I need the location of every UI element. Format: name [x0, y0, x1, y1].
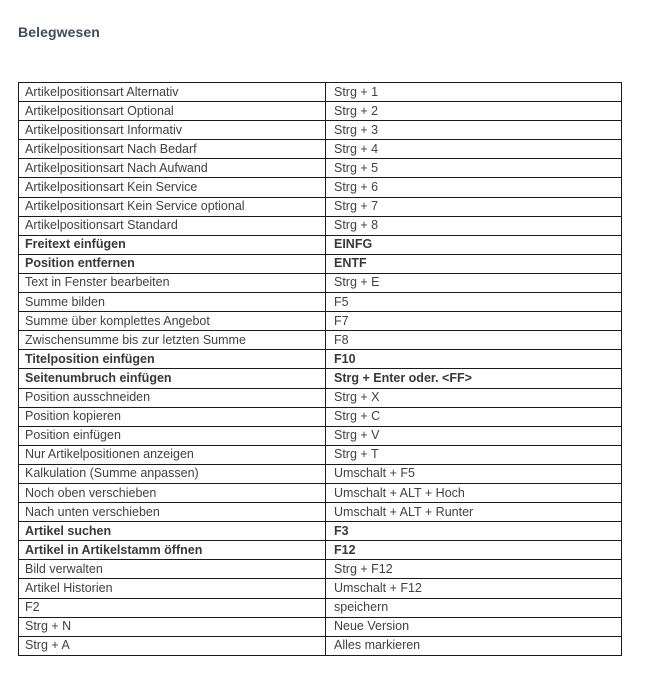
shortcut-table: [18, 82, 622, 656]
action-cell: Bild verwalten: [19, 560, 326, 579]
table-row: [19, 503, 622, 522]
action-cell: Artikelpositionsart Nach Aufwand: [19, 159, 326, 178]
shortcut-cell: Strg + 5: [326, 159, 622, 178]
shortcut-cell: F10: [326, 350, 622, 369]
shortcut-cell: Strg + X: [326, 388, 622, 407]
table-row: [19, 522, 622, 541]
action-cell: Titelposition einfügen: [19, 350, 326, 369]
table-row: [19, 235, 622, 254]
table-row: [19, 426, 622, 445]
table-row: [19, 178, 622, 197]
table-row: [19, 350, 622, 369]
action-cell: Position kopieren: [19, 407, 326, 426]
table-row: [19, 102, 622, 121]
shortcut-cell: F3: [326, 522, 622, 541]
action-cell: F2: [19, 598, 326, 617]
shortcut-cell: F7: [326, 312, 622, 331]
table-row: [19, 159, 622, 178]
shortcut-cell: Strg + F12: [326, 560, 622, 579]
action-cell: Strg + N: [19, 617, 326, 636]
shortcut-cell: Strg + 2: [326, 102, 622, 121]
shortcut-cell: Umschalt + F12: [326, 579, 622, 598]
shortcut-cell: ENTF: [326, 254, 622, 273]
table-row: [19, 197, 622, 216]
table-row: [19, 598, 622, 617]
shortcut-cell: speichern: [326, 598, 622, 617]
shortcut-cell: Umschalt + ALT + Hoch: [326, 483, 622, 502]
shortcut-cell: Strg + 3: [326, 121, 622, 140]
action-cell: Position ausschneiden: [19, 388, 326, 407]
shortcut-cell: Strg + 7: [326, 197, 622, 216]
shortcut-cell: F12: [326, 541, 622, 560]
action-cell: Artikelpositionsart Kein Service optional: [19, 197, 326, 216]
action-cell: Position einfügen: [19, 426, 326, 445]
shortcut-cell: Umschalt + ALT + Runter: [326, 503, 622, 522]
action-cell: Freitext einfügen: [19, 235, 326, 254]
shortcut-cell: Umschalt + F5: [326, 464, 622, 483]
table-row: [19, 273, 622, 292]
shortcut-cell: Strg + 4: [326, 140, 622, 159]
table-row: [19, 407, 622, 426]
shortcut-cell: Strg + 6: [326, 178, 622, 197]
table-row: [19, 312, 622, 331]
page-title: Belegwesen: [18, 24, 100, 40]
table-row: [19, 579, 622, 598]
table-row: [19, 83, 622, 102]
action-cell: Zwischensumme bis zur letzten Summe: [19, 331, 326, 350]
table-row: [19, 560, 622, 579]
action-cell: Artikelpositionsart Kein Service: [19, 178, 326, 197]
table-row: [19, 445, 622, 464]
action-cell: Artikelpositionsart Standard: [19, 216, 326, 235]
shortcut-cell: Strg + E: [326, 273, 622, 292]
action-cell: Position entfernen: [19, 254, 326, 273]
action-cell: Nach unten verschieben: [19, 503, 326, 522]
shortcut-cell: Alles markieren: [326, 636, 622, 655]
shortcut-cell: EINFG: [326, 235, 622, 254]
action-cell: Strg + A: [19, 636, 326, 655]
action-cell: Artikelpositionsart Alternativ: [19, 83, 326, 102]
action-cell: Artikelpositionsart Nach Bedarf: [19, 140, 326, 159]
shortcut-cell: Strg + T: [326, 445, 622, 464]
table-row: [19, 617, 622, 636]
table-row: [19, 388, 622, 407]
table-row: [19, 483, 622, 502]
shortcut-cell: Strg + 1: [326, 83, 622, 102]
action-cell: Seitenumbruch einfügen: [19, 369, 326, 388]
table-row: [19, 254, 622, 273]
action-cell: Nur Artikelpositionen anzeigen: [19, 445, 326, 464]
action-cell: Kalkulation (Summe anpassen): [19, 464, 326, 483]
action-cell: Noch oben verschieben: [19, 483, 326, 502]
action-cell: Artikel Historien: [19, 579, 326, 598]
action-cell: Artikelpositionsart Informativ: [19, 121, 326, 140]
table-row: [19, 369, 622, 388]
table-row: [19, 331, 622, 350]
table-row: [19, 216, 622, 235]
table-row: [19, 140, 622, 159]
table-row: [19, 636, 622, 655]
shortcut-cell: Strg + Enter oder. <FF>: [326, 369, 622, 388]
table-row: [19, 121, 622, 140]
action-cell: Summe bilden: [19, 293, 326, 312]
shortcut-cell: Strg + V: [326, 426, 622, 445]
table-row: [19, 464, 622, 483]
shortcut-cell: Strg + 8: [326, 216, 622, 235]
table-row: [19, 541, 622, 560]
shortcut-cell: Strg + C: [326, 407, 622, 426]
shortcut-cell: F5: [326, 293, 622, 312]
shortcut-table-body: [19, 83, 622, 656]
shortcut-cell: F8: [326, 331, 622, 350]
action-cell: Text in Fenster bearbeiten: [19, 273, 326, 292]
action-cell: Artikel in Artikelstamm öffnen: [19, 541, 326, 560]
shortcut-cell: Neue Version: [326, 617, 622, 636]
table-row: [19, 293, 622, 312]
action-cell: Artikelpositionsart Optional: [19, 102, 326, 121]
action-cell: Summe über komplettes Angebot: [19, 312, 326, 331]
action-cell: Artikel suchen: [19, 522, 326, 541]
